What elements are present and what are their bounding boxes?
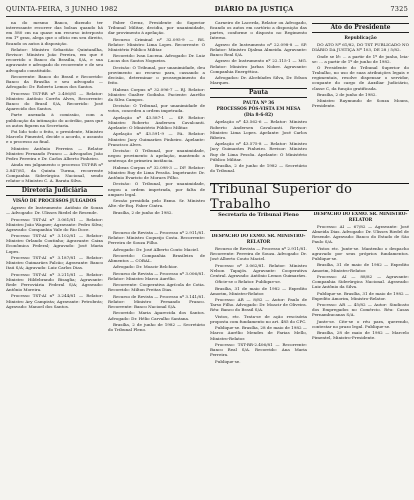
paragraph: Agravo de Instrumento nº 22.115-1 — MG. Relator: Ministro Jarbas Nobre. Agravante: Companhia Energética. xyxy=(210,58,307,74)
paragraph: Decisão: O Tribunal, por unanimidade de votos, concedeu a ordem impetrada. xyxy=(108,103,205,114)
paragraph: Recorrente: Cooperativa Agrícola de Cotia. Recorrido: Milton Freitas Dias. xyxy=(108,282,205,293)
paragraph: Apelação nº 43.587-1 — SP. Relator: Ministro Roberto Andersen Cavalcanti. Apelante: O Ministério Público Militar. xyxy=(108,114,205,131)
paragraph: Faber Grenz, Presidente do Superior Tribunal Militar, decidiu, por unanimidade, dar provimento à apelação. xyxy=(108,20,205,36)
secretaria-heading: Secretaria do Tribunal Pleno xyxy=(210,212,307,231)
column-2-bottom xyxy=(108,230,205,332)
paragraph: Foi lido todo o feito, o presidente, Ministro Marcelo Pimentel, decide o acordo, o assunto e o processo ao final. xyxy=(6,129,103,145)
paragraph: Brasília, 2 de junho de 1982 — Secretário do Tribunal Pleno. xyxy=(108,321,205,333)
paragraph: Processo: AI — 67/82 — Agravante: José Almeida Dias. Advogado: Dr. Ulisses Riedel de Resende. Agravado: Banco do Estado de São Paulo S/A. xyxy=(312,224,409,245)
paragraph: Recorrido: Maria Aparecida dos Santos. Advogado: Dr. Hélio Carvalho Santana. xyxy=(108,310,205,321)
paragraph: DO ATO Nº 61/82, DO TST PUBLICADO NO DIÁRIO DA JUSTIÇA Nº 103, DE 28 / 5/82. xyxy=(312,42,409,53)
header-date: QUINTA-FEIRA, 3 JUNHO 1982 xyxy=(6,5,118,13)
section-ato: Ato do Presidente xyxy=(312,23,409,33)
paragraph: Recorrido: Ivan Lucena. Advogado: Dr. Luiz Lucas dos Santos Nogueira. xyxy=(108,53,205,64)
paragraph: Recurso de Revista — Processo nº 2.911/81. Relator: Ministro Coqueijo Costa. Recorrente: Ferreira de Souza Filho. xyxy=(108,229,205,246)
section-diretoria: Diretoria Judiciária xyxy=(6,186,103,196)
column-3-lower-text xyxy=(210,246,307,364)
column-3-lower xyxy=(210,234,307,496)
column-4-top xyxy=(312,42,409,109)
paragraph: Advogado: Dr. José Alberto Couto Maciel. xyxy=(113,246,200,252)
pauta-subtitle: PROCESSOS PÓS-VISTA EM MESA xyxy=(216,107,301,113)
paragraph: Brasília, 2 de junho de 1982. xyxy=(113,209,173,215)
paragraph: na do mesmo Banco, dizendo ter interessante recorrer das bolsas quando há em 580 cm na quase um recurso interposto em 1º grau, alega que o ofício em seu direito, ficando os autos à disposição. xyxy=(6,20,103,46)
pauta-items xyxy=(210,119,307,173)
paragraph: Decisão: O Tribunal, por unanimidade, negou provimento à apelação, mantendo a sentença de primeira instância. xyxy=(108,148,205,164)
paragraph: Sessão presidida pelo Exmo. Sr. Ministro Alte.-de-Esq. Faber Cintra. xyxy=(108,198,205,209)
paragraph: Brasília, 31 de maio de 1982 — Expedito Amorim, Ministro-Relator. xyxy=(210,285,307,296)
paragraph: Processo TST-AI nº 3.061/81 — Relator: Ministro João Wagner; Agravante: Pedro Silva; Agravado: Companhia Vale do Rio Doce. xyxy=(6,216,103,232)
paragraph: Ministro Antônio Ferreira — Relator Ministro Fernando Franco — Advogados João Pedro Ferreira e Dr. Carlos Alberto Pinheiro. xyxy=(6,145,103,162)
paragraph: Brasília, 28 de maio de 1982 — Marcelo Pimentel, Ministro-Presidente. xyxy=(312,330,409,341)
paragraph: Recurso de Revista — Processo nº 3.006/81. Relator: Ministro Marco Aurélio. xyxy=(108,270,205,281)
paragraph: Habeas Corpus nº 32.096-7 — RJ. Relator: Ministro Gualter Godinho. Paciente: Aurélio da Silva Campos. xyxy=(108,86,205,102)
paragraph: Brasília, 31 de maio de 1982 — Expedito Amorim, Ministro-Relator. xyxy=(312,262,409,273)
despacho-heading-2: DESPACHO DO EXMO. SR. MINISTRO-RELATOR xyxy=(313,212,408,223)
section-processos: VISÃO DE PROCESSOS JULGADOS xyxy=(12,199,97,204)
paragraph: Advogado: Dr. Moacir Belchior. xyxy=(113,264,178,270)
column-4-lower xyxy=(312,212,409,496)
paragraph: Processo nº 3.062/81. Relator: Ministro Nelson Tapajós. Agravante: Cooperativa Central. Agravado: Antônio Lemos Guimarães. xyxy=(210,262,307,278)
despacho-heading: DESPACHO DO EXMO. SR. MINISTRO-RELATOR xyxy=(211,234,306,245)
paragraph: Apelação nº 43.562-6 — Relator: Ministro Roberto Andersen Cavalcanti. Revisor: Ministro Lima Lopes. Apelante: José Carlos Ribeiro. xyxy=(210,119,307,140)
paragraph: Junte-se. Cite-se o réu para, querendo, contestar no prazo legal. Publique-se. xyxy=(312,318,409,329)
paragraph: Vistos etc. Junte-se. Mantenho o despacho agravado por seus próprios fundamentos. Publique-se. xyxy=(312,245,409,262)
paragraph: Publique-se. Brasília, 28 de maio de 1982 — Marco Aurélio Mendes de Farias Mello, Ministro-Relator. xyxy=(210,325,307,341)
column-1-bottom xyxy=(6,205,103,309)
paragraph: Processo TST-AI nº 3.102/81 — Relator: Ministro Orlando Coutinho; Agravante: Caixa Econômica Federal; Agravado: José Maria Lopes. xyxy=(6,233,103,254)
paragraph: Publique-se. Brasília, 31 de maio de 1982 — Expedito Amorim, Ministro-Relator. xyxy=(312,290,409,301)
paragraph: Apelação nº 43.591-9 — PA. Relator: Ministro Jacy Guimarães Pinheiro. Apelante: Francisco Alves. xyxy=(108,131,205,147)
column-4-lower-text xyxy=(312,224,409,341)
paragraph: Habeas Corpus nº 32.098-3 — DF. Relator: Ministro Ruy de Lima Pessôa. Impetrante: Dr. Antônio Evaristo de Moraes Filho. xyxy=(108,164,205,181)
column-2-top xyxy=(108,20,205,215)
section-pauta: Pauta xyxy=(210,88,307,98)
paragraph: Recorrido: Companhia Brasileira de Alimentos — COBAL. xyxy=(108,252,205,264)
paragraph: Parte anexada à comissão, com a publicação da intimação do acórdão, para que os autos fiquem na Secretaria. xyxy=(6,112,103,128)
paragraph: Processo TST-AI nº 3.244/81 — Relator: Ministro Ary Campista; Agravante: Petrobrás; Agravado: Manoel dos Santos. xyxy=(6,293,103,309)
paragraph: Processo TST-AI nº 3.187/81 — Relator: Ministro Guimarães Falcão; Agravante: Banco Itaú S/A; Agravado: Luiz Carlos Dias. xyxy=(6,254,103,271)
paragraph: Onde se lê: ... a partir de 1º de junho, leia-se: ... a partir de 1º de junho de 1982. xyxy=(312,53,409,64)
paragraph: Processo: TST-RR-2.406/81 — Recorrente: Banco Real S/A. Recorrido: Ana Maria Ferreira. xyxy=(210,341,307,358)
column-2 xyxy=(108,20,205,496)
paragraph: Processo TST-AI nº 3.211/81 — Relator: Ministro Hildebrando Bisaglia; Agravante: Rede Ferroviária Federal S/A; Agravado: Antônio Moreira. xyxy=(6,271,103,293)
paragraph: Carneiro de Lacerda, Relator ou Advogado, ficando os autos em cartório a disposição das partes, conforme o disposto no Regimento Interno. xyxy=(210,20,307,41)
paragraph: Recurso de Revista — Processo nº 3.141/81. Relator: Ministro Fernando Franco. Recorrente: Banco Nacional S/A. xyxy=(108,293,205,310)
paragraph: Processo: AR — 45/82 — Autor: Sindicato dos Empregados no Comércio. Réu: Casas Pernambucanas S/A. xyxy=(312,302,409,318)
header-title: DIÁRIO DA JUSTIÇA xyxy=(214,5,294,13)
paragraph: Relator: Ministro Sebastião Quintanilha, Revisor: Ministro João Pereira, em que é recorrido o Banco da Brasília, S/A, e sua agravante e advogado do recorrente e de seu advogado constituído. xyxy=(6,46,103,73)
column-3-top xyxy=(210,20,307,85)
paragraph: Processo: AI — 88/82 — Agravante: Companhia Siderúrgica Nacional. Agravado: Luiz Antônio da Silva. xyxy=(312,273,409,290)
paragraph: Oficie-se o Relator. Publique-se. xyxy=(215,279,282,285)
pauta-title: PAUTA Nº 36 xyxy=(242,101,275,107)
paragraph: Vistos, etc. Trata-se de ação rescisória proposta com fundamento no art. 485 do CPC. xyxy=(210,313,307,324)
paragraph: Recurso de Revista — Processo nº 2.911/81. Recorrente: Ferreira de Souza. Advogado: Dr. José Alberto Couto Maciel. xyxy=(210,246,307,262)
pauta-date: (Dia 8-6-82) xyxy=(243,113,274,119)
column-1 xyxy=(6,20,103,496)
paragraph: Apelação nº 43.575-8 — Relator: Ministro Jacy Guimarães Pinheiro. Revisor: Ministro Ruy de Lima Pessôa. Apelante: O Ministério Público Militar. xyxy=(210,141,307,162)
column-1-top xyxy=(6,20,103,183)
paragraph: Agravo de Instrumento nº 22.098-8 — SP. Relator: Ministro Djalma Almeida. Agravante: Banco Real S/A. xyxy=(210,41,307,58)
paragraph: Processo: AR — 8/82 — Autor: Paulo de Tarso Filho. Advogado: Dr. Moacir de Oliveira. Réu: Banco do Brasil S/A. xyxy=(210,297,307,313)
column-3-upper xyxy=(210,20,307,182)
page-header xyxy=(6,2,408,17)
paragraph: Agravo de Instrumento: Antônio de Souza — Advogado: Dr. Ulisses Riedel de Resende. xyxy=(6,205,103,216)
paragraph: Ainda em julgamento o processo TST-RR nº 2.847/81, da Quinta Turma, recorrente Companhia Siderúrgica Nacional, sendo relator o Ministro C. A. Barata Silva. xyxy=(6,162,103,183)
paragraph: Brasília, 2 de junho de 1982 — Secretário do Tribunal. xyxy=(210,163,307,174)
tribunal-banner: Tribunal Superior do Trabalho xyxy=(210,183,409,211)
paragraph: Decisão: O Tribunal, por unanimidade, negou a ordem impetrada, por falta de amparo legal. xyxy=(108,181,205,197)
paragraph: Advogados: Dr. Alcebíades Silva, Dr. Edson Marques. xyxy=(210,75,307,86)
paragraph: Recorrente: Banco do Brasil e Recorrido: Banco da Brasília e seu advogado — Advogado: Dr. Roberto Lemos dos Santos. xyxy=(6,73,103,90)
paragraph: O Presidente do Tribunal Superior do Trabalho, no uso de suas atribuições legais e regimentais, resolve dispensar o servidor, ocupante do cargo de Auxiliar Judiciário, classe C, da função gratificada. xyxy=(312,65,409,91)
section-republicacao: Republicação xyxy=(344,36,377,41)
paragraph: Publique-se. xyxy=(215,358,241,364)
paragraph: Brasília, 2 de junho de 1982. xyxy=(317,91,377,97)
column-4-upper xyxy=(312,20,409,182)
paragraph: Recurso Criminal nº 32.095-9 — RS. Relator: Ministro Lima Lopes. Recorrente: O Ministério Público Militar. xyxy=(108,36,205,52)
paragraph: Ministro Raymundo de Souza Moura, Presidente. xyxy=(312,98,409,109)
paragraph: Decisão: O Tribunal, por unanimidade, deu provimento ao recurso para, cassando a decisão, determinar o prosseguimento do feito. xyxy=(108,64,205,86)
paragraph: Processo TST-RR nº 2.406/81 — Relator: Ministro Antônio Corrêa Alves, Recorrente: Banco do Brasil S/A, Recorrido: José Aparecido dos Santos. xyxy=(6,90,103,112)
header-page-number: 7325 xyxy=(390,5,408,13)
